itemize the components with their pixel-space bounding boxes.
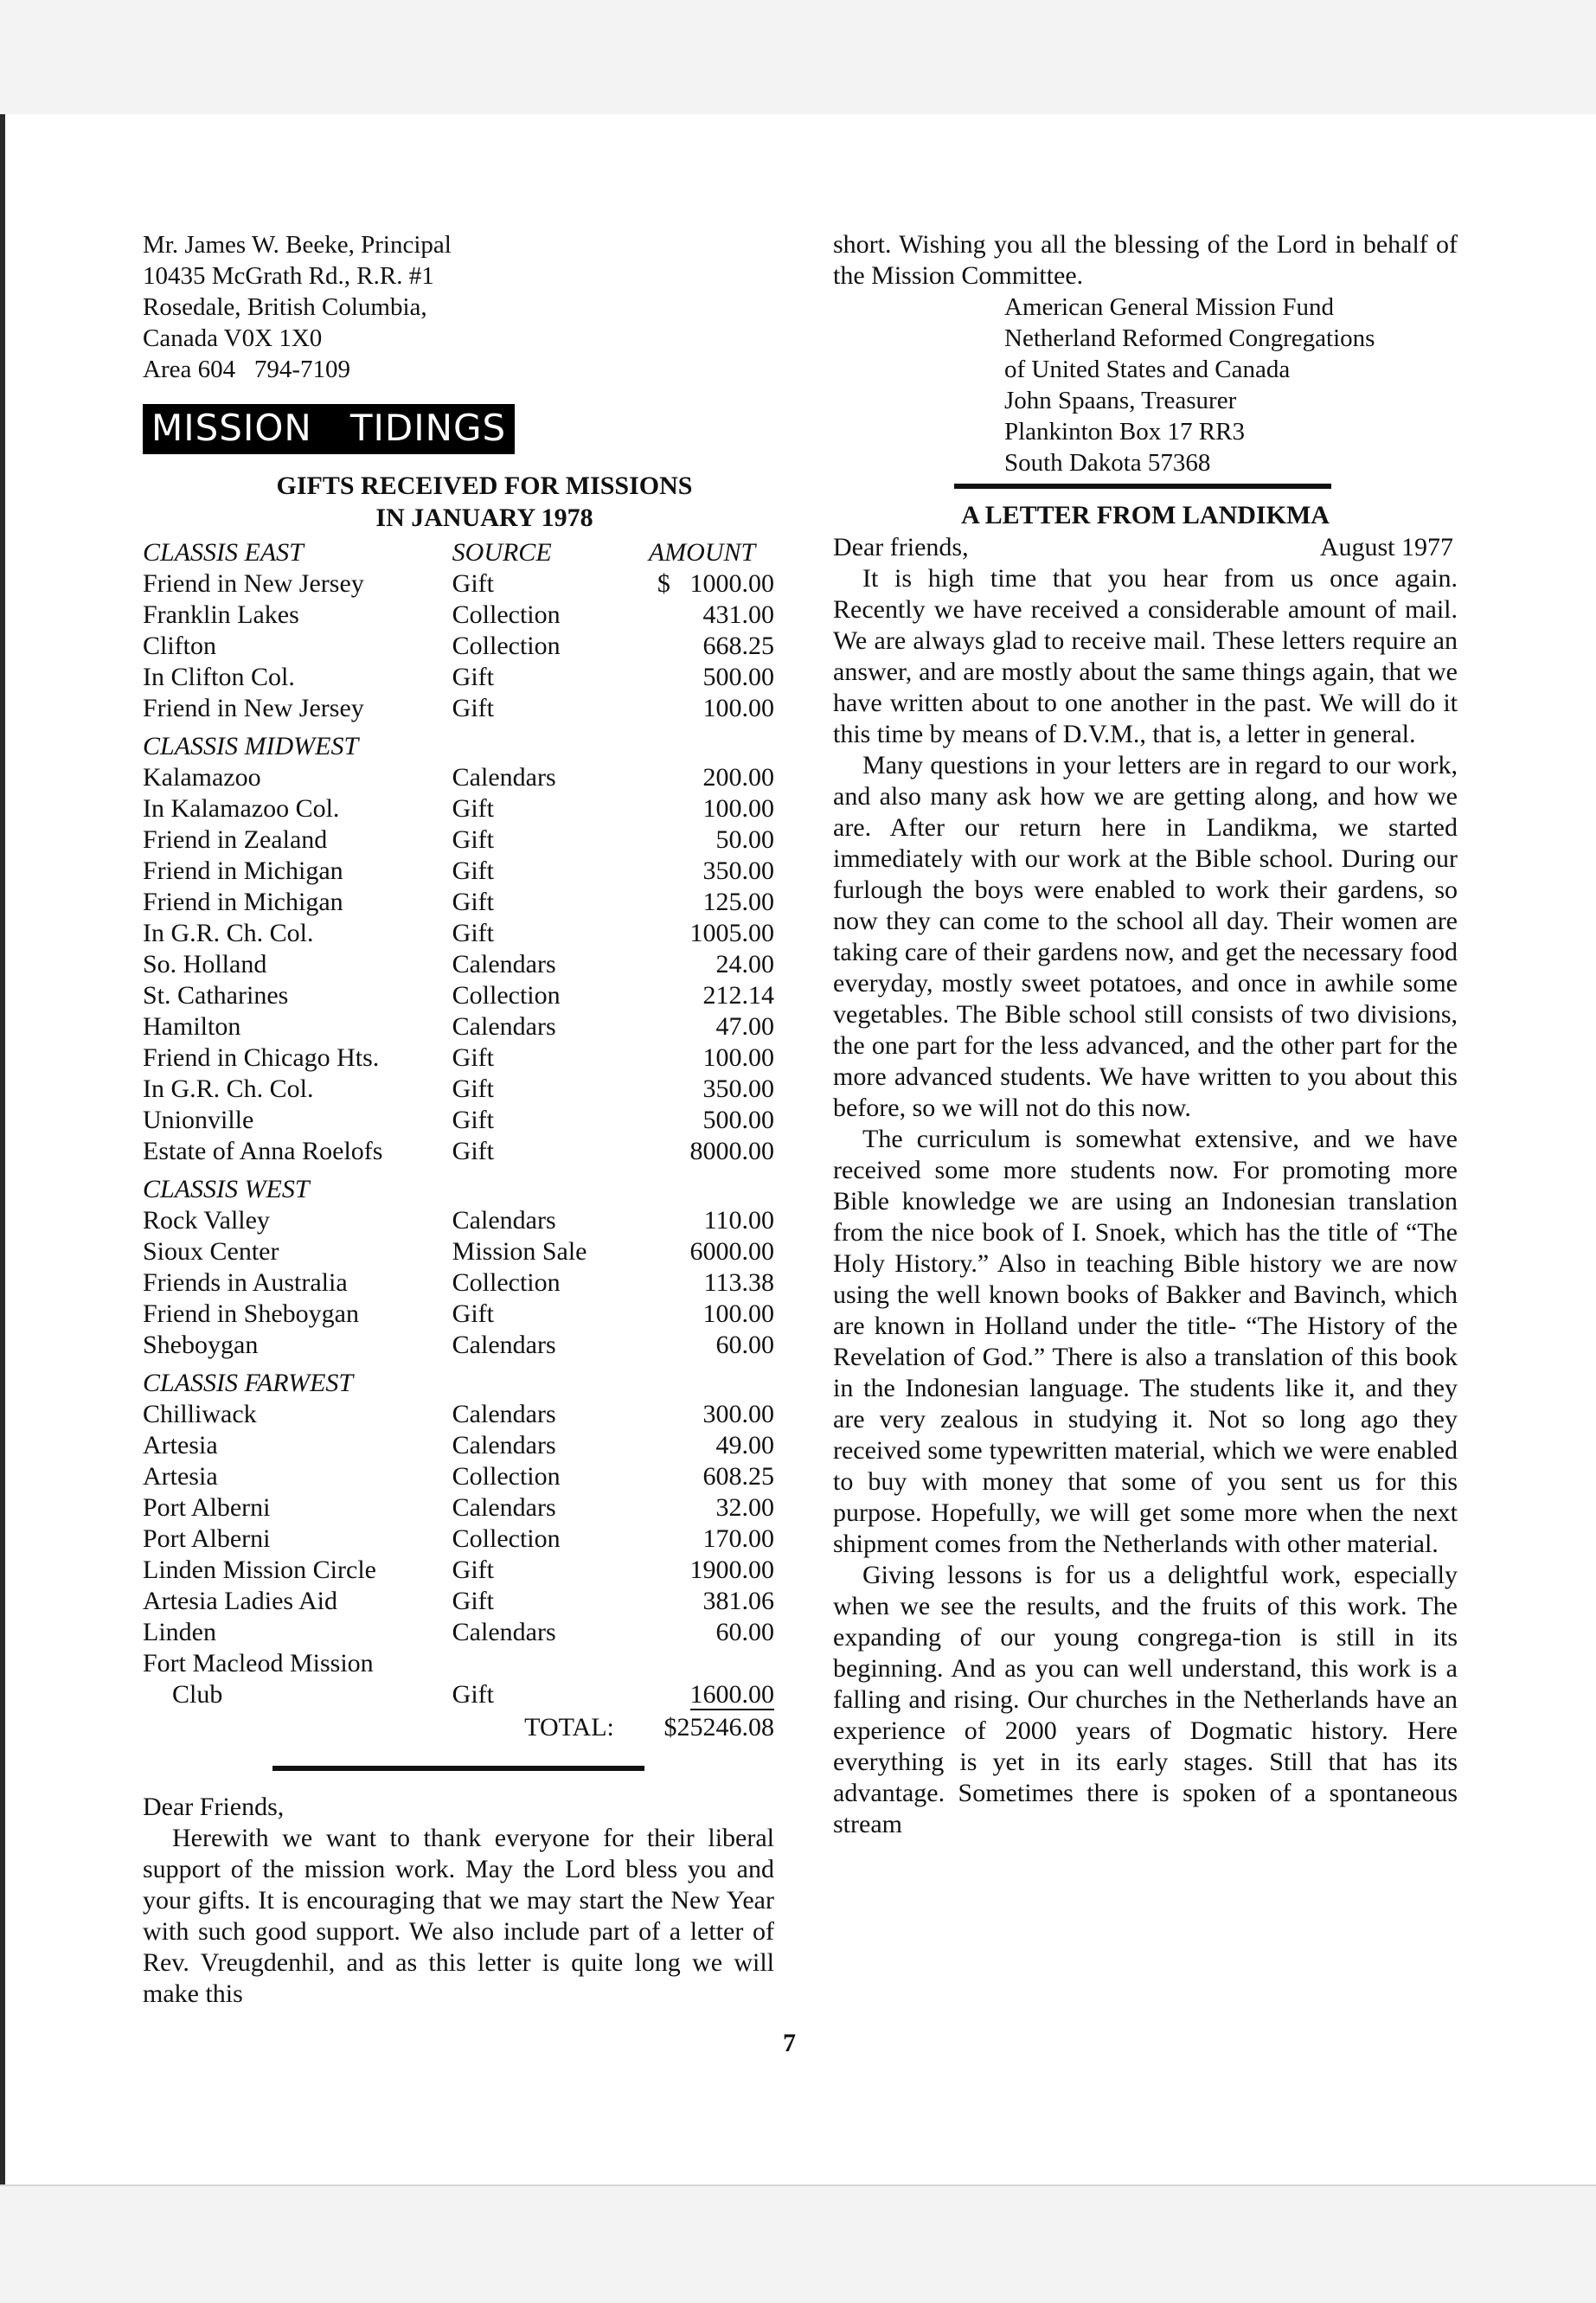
gifts-title — [143, 470, 774, 534]
donor-name: Friend in New Jersey — [143, 569, 364, 598]
letter-salutation-row — [833, 532, 1458, 563]
area-code: Area 604 — [143, 356, 236, 383]
gift-amount: 500.00 — [702, 1106, 774, 1134]
gift-source: Collection — [452, 632, 561, 660]
gift-source: Gift — [452, 1587, 494, 1615]
gift-amount: 50.00 — [715, 825, 774, 854]
table-row — [143, 1648, 774, 1679]
table-row — [143, 793, 774, 824]
gift-amount — [640, 1679, 774, 1710]
gift-amount: 100.00 — [702, 694, 774, 722]
gift-amount: 170.00 — [702, 1524, 774, 1553]
gift-source: Gift — [452, 1106, 494, 1134]
letter-paragraph: The curriculum is somewhat extensive, and we have received some more students now. For promoting more Bible knowledge we are using an Indonesian translation from the nice book of I. Snoek, which has the title of “The Holy History.” Also in teaching Bible history we are now using the well known books of Bakker and Bavinch, which are known in Holland under the title- “The History of the Revelation of God.” There is also a translation of this book in the Indonesian language. The students like it, and they are very zealous in studying it. Not so long ago they received some typewritten material, which we were enabled to buy with money that some of you sent us for this purpose. Hopefully, we will get some more when the next shipment comes from the Netherlands with other material. — [833, 1125, 1458, 1558]
gift-source: Gift — [452, 1299, 494, 1328]
table-row — [143, 1430, 774, 1461]
gift-source: Gift — [452, 888, 494, 916]
donor-name: Port Alberni — [143, 1524, 271, 1553]
table-row — [143, 1267, 774, 1299]
donor-name: Sheboygan — [143, 1331, 259, 1359]
table-row — [143, 1524, 774, 1555]
amount-wrapper — [640, 568, 774, 600]
donor-name: Club — [172, 1680, 223, 1709]
total-value: $25246.08 — [663, 1713, 774, 1742]
gift-source: Gift — [452, 1556, 494, 1584]
donor-name: Friend in Michigan — [143, 856, 343, 885]
donor-name: In G.R. Ch. Col. — [143, 919, 314, 947]
gift-amount: 8000.00 — [689, 1137, 774, 1165]
donor-name: Artesia Ladies Aid — [143, 1587, 337, 1615]
table-header-row — [143, 537, 774, 568]
gift-amount: 24.00 — [715, 950, 774, 978]
table-row — [143, 1299, 774, 1330]
table-row — [143, 824, 774, 856]
banner-word: TIDINGS — [349, 407, 507, 449]
donor-name: Hamilton — [143, 1012, 241, 1041]
classis-heading: CLASSIS MIDWEST — [143, 732, 359, 760]
table-row — [143, 631, 774, 662]
scan-left-edge — [0, 114, 5, 2184]
gift-source: Collection — [452, 600, 561, 629]
gift-source: Calendars — [452, 1206, 556, 1235]
gift-amount: 60.00 — [715, 1618, 774, 1646]
address-phone-line — [143, 354, 774, 385]
gifts-title-line: GIFTS RECEIVED FOR MISSIONS — [276, 472, 693, 500]
gift-amount: 110.00 — [703, 1206, 774, 1235]
gift-source: Gift — [452, 825, 494, 854]
gift-amount: 668.25 — [702, 632, 774, 660]
gift-source: Calendars — [452, 950, 556, 978]
address-line: Canada V0X 1X0 — [143, 324, 323, 352]
donor-name: Franklin Lakes — [143, 600, 299, 629]
gift-source: Gift — [452, 663, 494, 691]
gifts-title-line: IN JANUARY 1978 — [375, 504, 593, 532]
gift-source: Gift — [452, 694, 494, 722]
donor-name: In Clifton Col. — [143, 663, 295, 691]
letter-salutation: Dear friends, — [833, 533, 969, 561]
gift-amount: 350.00 — [702, 1075, 774, 1103]
total-spacer — [143, 1710, 452, 1743]
gifts-table — [143, 537, 774, 1743]
mission-tidings-banner — [143, 404, 515, 454]
gift-source: Gift — [452, 794, 494, 823]
gift-amount: 32.00 — [715, 1493, 774, 1522]
letter-title: A LETTER FROM LANDIKMA — [961, 501, 1330, 529]
gift-amount: 212.14 — [702, 981, 774, 1010]
donor-name: Friend in New Jersey — [143, 694, 364, 722]
gift-source: Gift — [452, 1043, 494, 1072]
gift-source: Collection — [452, 981, 561, 1010]
gift-amount: 60.00 — [715, 1331, 774, 1359]
gift-source: Calendars — [452, 1400, 556, 1428]
gift-amount: 125.00 — [702, 888, 774, 916]
classis-heading: CLASSIS FARWEST — [143, 1369, 354, 1397]
gift-source: Gift — [452, 856, 494, 885]
amount-header: AMOUNT — [648, 538, 756, 567]
letter-paragraph: It is high time that you hear from us once again. Recently we have received a considerable amount of mail. We are always glad to receive mail. These letters require an answer, and are mostly about the same things again, that we have written about to one another in the past. We will do it this time by means of D.V.M., that is, a letter in general. — [833, 564, 1458, 748]
gift-source: Gift — [452, 569, 494, 598]
table-row — [143, 1555, 774, 1586]
banner-word: MISSION — [151, 407, 312, 449]
gift-source: Collection — [452, 1462, 561, 1491]
gift-source: Gift — [452, 1137, 494, 1165]
table-row — [143, 600, 774, 631]
donor-name: Linden Mission Circle — [143, 1556, 376, 1584]
right-column — [833, 229, 1458, 1840]
gift-source: Calendars — [452, 1618, 556, 1646]
address-line: Rosedale, British Columbia, — [143, 293, 427, 321]
table-row — [143, 887, 774, 918]
table-row — [143, 662, 774, 693]
gift-amount: 47.00 — [715, 1012, 774, 1041]
signature-line: John Spaans, Treasurer — [1004, 387, 1237, 414]
donor-name: Linden — [143, 1618, 216, 1646]
gifts-table-body — [143, 537, 774, 1743]
table-row — [143, 1011, 774, 1042]
table-row — [143, 1136, 774, 1167]
page-number: 7 — [783, 2029, 796, 2057]
gift-amount: 200.00 — [702, 763, 774, 792]
address-block — [143, 229, 774, 385]
gift-amount: 1005.00 — [689, 919, 774, 947]
thanks-continuation: short. Wishing you all the blessing of the Lord in behalf of the Mission Committee. — [833, 230, 1458, 290]
donor-name: Friend in Sheboygan — [143, 1299, 359, 1328]
classis-heading-row — [143, 724, 774, 762]
table-row — [143, 980, 774, 1011]
donor-name: Rock Valley — [143, 1206, 270, 1235]
classis-heading: CLASSIS WEST — [143, 1175, 310, 1203]
gift-source: Gift — [452, 1680, 494, 1709]
signature-line: Plankinton Box 17 RR3 — [1004, 418, 1245, 446]
donor-name: Artesia — [143, 1431, 218, 1459]
donor-name: In Kalamazoo Col. — [143, 794, 340, 823]
gift-amount: 6000.00 — [689, 1237, 774, 1266]
letter-paragraph: Many questions in your letters are in regard to our work, and also many ask how we are getting along, and how we are. After our return here in Landikma, we started immediately with our work at the Bible school. During our furlough the boys were enabled to work their gardens, so now they can come to the school all day. Their women are taking care of their gardens now, and get the necessary food everyday, mostly sweet potatoes, and once in awhile some vegetables. The Bible school still consists of two divisions, the one part for the less advanced, and the other part for the more advanced students. We have written to you about this before, so we will not do this now. — [833, 751, 1458, 1122]
donor-name: Friend in Chicago Hts. — [143, 1043, 380, 1072]
thanks-body: Herewith we want to thank everyone for their liberal support of the mission work. May the Lord bless you and your gifts. It is encouraging that we may start the New Year with such good support. We also include part of a letter of Rev. Vreugdenhil, and as this letter is quite long we will make this — [143, 1824, 774, 2008]
table-row — [143, 918, 774, 949]
table-row — [143, 856, 774, 887]
gift-source: Calendars — [452, 1493, 556, 1522]
table-row — [143, 949, 774, 980]
address-line: Mr. James W. Beeke, Principal — [143, 231, 452, 259]
gift-source: Calendars — [452, 1431, 556, 1459]
signature-line: of United States and Canada — [1004, 356, 1291, 383]
gift-amount: 100.00 — [702, 794, 774, 823]
gift-amount: 1900.00 — [689, 1556, 774, 1584]
table-row — [143, 1074, 774, 1105]
gift-source: Collection — [452, 1524, 561, 1553]
table-row — [143, 568, 774, 600]
scan-bottom-margin — [0, 2184, 1596, 2303]
scan-top-margin — [0, 0, 1596, 114]
signature-line: Netherland Reformed Congregations — [1004, 324, 1375, 352]
signature-block — [833, 292, 1458, 478]
donor-name: Clifton — [143, 632, 217, 660]
phone-number: 794-7109 — [253, 356, 351, 383]
section-divider — [272, 1766, 644, 1771]
gift-amount: 113.38 — [703, 1268, 774, 1297]
gift-source: Calendars — [452, 1331, 556, 1359]
donor-name: Estate of Anna Roelofs — [143, 1137, 383, 1165]
table-row — [143, 693, 774, 724]
donor-name: In G.R. Ch. Col. — [143, 1075, 314, 1103]
letter-date: August 1977 — [1319, 533, 1453, 561]
classis-heading-row — [143, 1361, 774, 1399]
donor-name: Chilliwack — [143, 1400, 257, 1428]
section-divider — [954, 484, 1331, 489]
gift-amount: 300.00 — [702, 1400, 774, 1428]
table-row — [143, 1586, 774, 1617]
donor-name: Kalamazoo — [143, 763, 261, 792]
gift-amount: 608.25 — [702, 1462, 774, 1491]
signature-line: South Dakota 57368 — [1004, 449, 1211, 477]
gift-amount: 381.06 — [702, 1587, 774, 1615]
donor-name: So. Holland — [143, 950, 267, 978]
donor-name: Sioux Center — [143, 1237, 279, 1266]
gift-source: Mission Sale — [452, 1237, 587, 1266]
gift-source: Calendars — [452, 763, 556, 792]
gift-amount: 100.00 — [702, 1043, 774, 1072]
gift-amount: 431.00 — [702, 600, 774, 629]
donor-name: Port Alberni — [143, 1493, 271, 1522]
signature-line: American General Mission Fund — [1004, 293, 1334, 321]
currency-symbol: $ — [657, 569, 670, 598]
donor-name: Unionville — [143, 1106, 254, 1134]
table-row — [143, 762, 774, 793]
donor-name: St. Catharines — [143, 981, 289, 1010]
table-row — [143, 1105, 774, 1136]
table-row — [143, 1330, 774, 1361]
gift-amount: 500.00 — [702, 663, 774, 691]
table-row — [143, 1236, 774, 1267]
table-row — [143, 1617, 774, 1648]
gift-source: Gift — [452, 919, 494, 947]
donor-name: Friends in Australia — [143, 1268, 348, 1297]
amount-value: 1000.00 — [689, 569, 774, 598]
gift-amount: 49.00 — [715, 1431, 774, 1459]
table-row — [143, 1399, 774, 1430]
amount-value: 1600.00 — [689, 1680, 774, 1709]
table-row — [143, 1492, 774, 1524]
donor-name: Fort Macleod Mission — [143, 1649, 374, 1678]
donor-name: Artesia — [143, 1462, 218, 1491]
gift-source: Calendars — [452, 1012, 556, 1041]
letter-paragraph: Giving lessons is for us a delightful work, especially when we see the results, and the fruits of this work. The expanding of our young congrega-tion is still in its beginning. And as you can well understand, this work is a falling and rising. Our churches in the Netherlands have an experience of 2000 years of Dogmatic history. Here everything is yet in its early stages. Still that has its advantage. Sometimes there is spoken of a spontaneous stream — [833, 1561, 1458, 1838]
gift-amount: 350.00 — [702, 856, 774, 885]
gift-amount: 100.00 — [702, 1299, 774, 1328]
gift-amount — [640, 568, 774, 600]
classis-heading: CLASSIS EAST — [143, 538, 304, 567]
donor-name: Friend in Zealand — [143, 825, 328, 854]
source-header: SOURCE — [452, 538, 552, 567]
table-row — [143, 1042, 774, 1074]
donor-name: Friend in Michigan — [143, 888, 343, 916]
address-line: 10435 McGrath Rd., R.R. #1 — [143, 262, 434, 290]
total-row — [143, 1710, 774, 1743]
classis-heading-row — [143, 1167, 774, 1205]
table-row — [143, 1205, 774, 1236]
gift-source: Gift — [452, 1075, 494, 1103]
total-label: TOTAL: — [524, 1713, 614, 1742]
thanks-salutation: Dear Friends, — [143, 1793, 285, 1821]
table-row — [143, 1679, 774, 1710]
left-column — [143, 229, 774, 2010]
gift-source: Collection — [452, 1268, 561, 1297]
table-row — [143, 1461, 774, 1492]
